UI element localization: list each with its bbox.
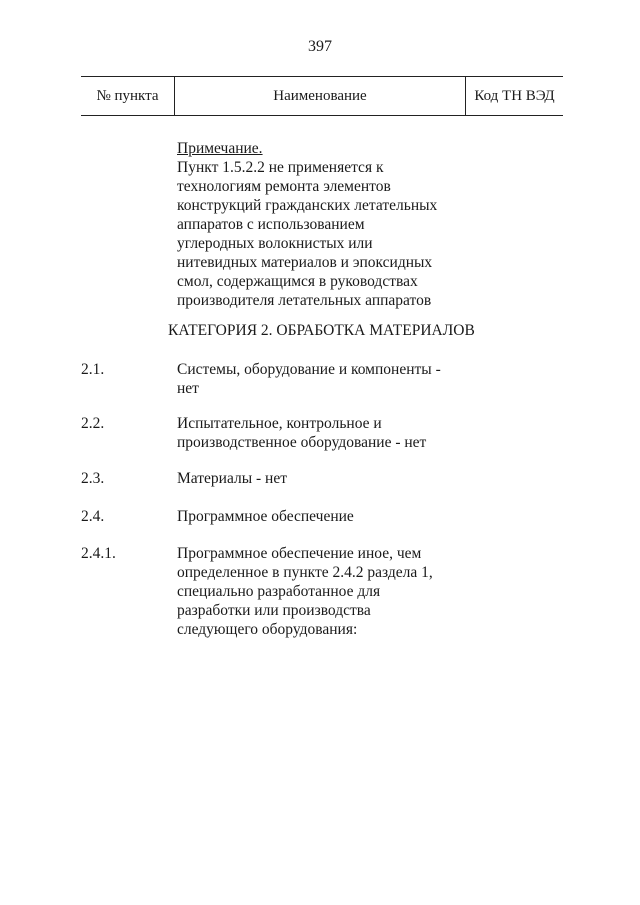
header-col-number: № пункта bbox=[96, 87, 159, 104]
table-header bbox=[81, 76, 563, 116]
list-item bbox=[81, 507, 561, 526]
note-line: углеродных волокнистых или bbox=[177, 235, 373, 252]
item-line: специально разработанное для bbox=[177, 583, 381, 600]
item-number: 2.3. bbox=[81, 470, 105, 487]
item-line: нет bbox=[177, 380, 199, 397]
item-line: Программное обеспечение иное, чем bbox=[177, 545, 422, 562]
header-col-name: Наименование bbox=[174, 77, 466, 115]
item-number: 2.4. bbox=[81, 508, 105, 525]
note-line: аппаратов с использованием bbox=[177, 216, 365, 233]
note-title: Примечание. bbox=[177, 140, 263, 157]
note-line: Пункт 1.5.2.2 не применяется к bbox=[177, 159, 384, 176]
note-line: технологиям ремонта элементов bbox=[177, 178, 391, 195]
item-line: Испытательное, контрольное и bbox=[177, 415, 382, 432]
item-line: Материалы - нет bbox=[177, 470, 287, 487]
item-text bbox=[177, 360, 561, 398]
note-block bbox=[177, 139, 477, 310]
category-title: КАТЕГОРИЯ 2. ОБРАБОТКА МАТЕРИАЛОВ bbox=[168, 322, 475, 339]
item-text bbox=[177, 414, 561, 452]
item-text bbox=[177, 469, 561, 488]
note-line: смол, содержащимся в руководствах bbox=[177, 273, 418, 290]
header-col-code: Код ТН ВЭД bbox=[474, 87, 555, 104]
note-line: производителя летательных аппаратов bbox=[177, 292, 432, 309]
list-item bbox=[81, 360, 561, 398]
note-line: конструкций гражданских летательных bbox=[177, 197, 438, 214]
item-line: определенное в пункте 2.4.2 раздела 1, bbox=[177, 564, 433, 581]
note-line: нитевидных материалов и эпоксидных bbox=[177, 254, 433, 271]
page-number: 397 bbox=[308, 38, 332, 55]
item-text bbox=[177, 544, 561, 639]
item-text bbox=[177, 507, 561, 526]
item-line: производственное оборудование - нет bbox=[177, 434, 427, 451]
item-line: следующего оборудования: bbox=[177, 621, 358, 638]
item-number: 2.4.1. bbox=[81, 545, 116, 562]
list-item bbox=[81, 544, 561, 639]
list-item bbox=[81, 414, 561, 452]
item-number: 2.2. bbox=[81, 415, 105, 432]
item-line: разработки или производства bbox=[177, 602, 371, 619]
item-number: 2.1. bbox=[81, 361, 105, 378]
item-line: Программное обеспечение bbox=[177, 508, 354, 525]
list-item bbox=[81, 469, 561, 488]
item-line: Системы, оборудование и компоненты - bbox=[177, 361, 441, 378]
